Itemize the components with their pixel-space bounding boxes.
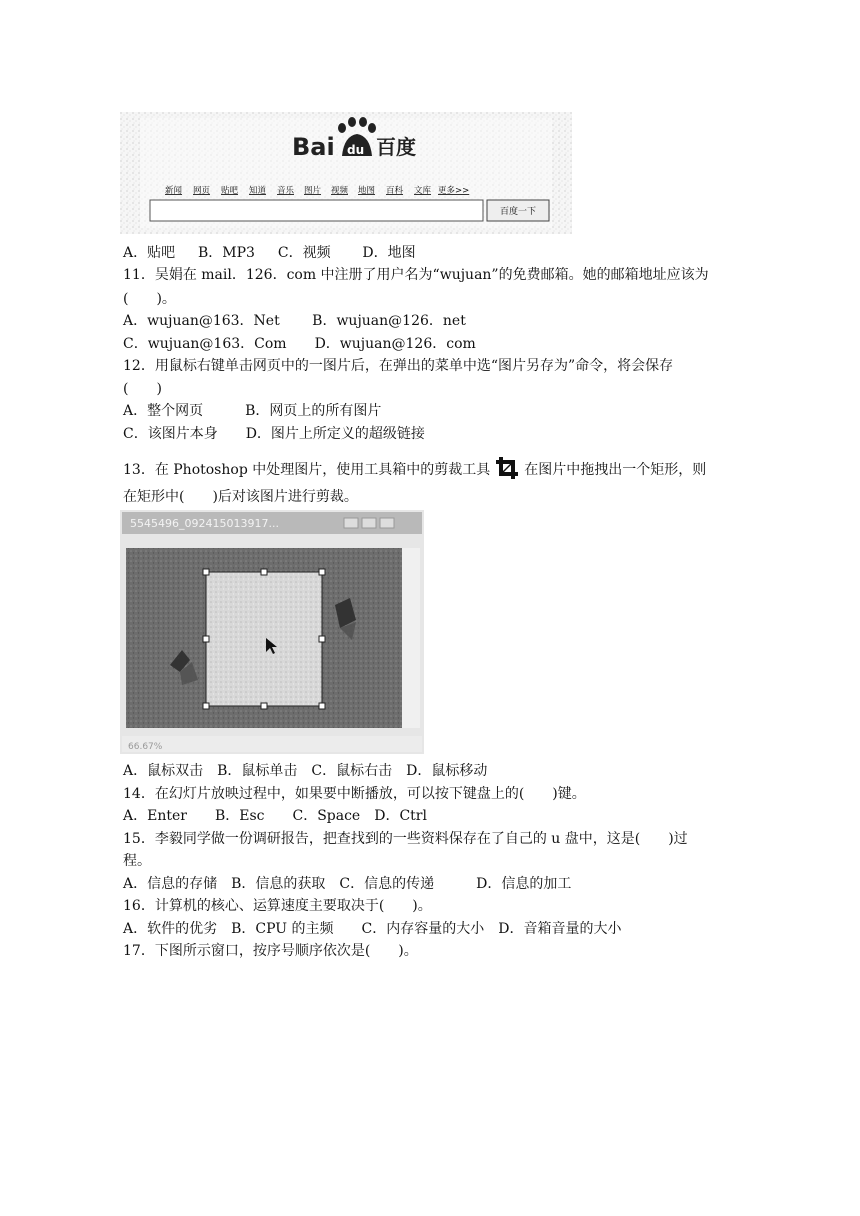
q12-stem-line2: ( ) [123,381,162,397]
q11-options-ab: A．wujuan@163．Net B．wujuan@126．net [123,313,466,329]
q11-stem-line2: ( )。 [123,291,176,307]
crop-tool-icon [494,455,520,481]
baidu-homepage-image [120,112,572,234]
q16-stem: 16．计算机的核心、运算速度主要取决于( )。 [123,898,432,914]
q15-options: A．信息的存储 B．信息的获取 C．信息的传递 D．信息的加工 [123,876,572,892]
photoshop-crop-image [120,510,424,754]
q14-stem: 14．在幻灯片放映过程中，如果要中断播放，可以按下键盘上的( )键。 [123,786,586,802]
baidu-nav-music: 音乐 [277,186,295,196]
q12-options-ab: A．整个网页 B．网页上的所有图片 [123,403,382,419]
baidu-logo-du: du [347,143,365,157]
baidu-nav-map: 地图 [358,186,376,196]
ps-minimize-button [344,518,358,528]
baidu-search-input [150,200,483,221]
ps-maximize-button [362,518,376,528]
q15-stem-line1: 15．李毅同学做一份调研报告，把查找到的一些资料保存在了自己的 u 盘中，这是( )过 [123,831,688,847]
q13-options: A．鼠标双击 B．鼠标单击 C．鼠标右击 D．鼠标移动 [123,763,488,779]
q12-stem-line1: 12．用鼠标右键单击网页中的一图片后，在弹出的菜单中选“图片另存为”命令，将会保存 [123,358,674,374]
baidu-nav-video: 视频 [331,186,349,196]
baidu-nav-news: 新闻 [165,186,183,196]
baidu-logo-cn: 百度 [376,135,416,159]
baidu-nav-web: 网页 [193,186,211,196]
ps-close-button [380,518,394,528]
q11-stem-line1: 11．吴娟在 mail．126．com 中注册了用户名为“wujuan”的免费邮箱。她的邮箱地址应该为 [123,267,709,283]
q13-stem-part2: 在图片中拖拽出一个矩形，则 [524,462,707,478]
q13-stem-line2: 在矩形中( )后对该图片进行剪裁。 [123,489,358,505]
q16-options: A．软件的优劣 B．CPU 的主频 C．内存容量的大小 D．音箱音量的大小 [123,921,622,937]
q10-options: A．贴吧 B．MP3 C．视频 D．地图 [123,245,416,261]
baidu-nav-zhidao: 知道 [249,186,267,196]
ps-window-title: 5545496_092415013917... [130,517,279,530]
baidu-logo-bai: Bai [292,133,335,161]
q11-options-cd: C．wujuan@163．Com D．wujuan@126．com [123,336,476,352]
q14-options: A．Enter B．Esc C．Space D．Ctrl [123,808,427,824]
q17-stem: 17．下图所示窗口，按序号顺序依次是( )。 [123,943,418,959]
baidu-nav-wenku: 文库 [414,186,432,196]
baidu-search-button-label: 百度一下 [499,207,537,217]
q12-options-cd: C．该图片本身 D．图片上所定义的超级链接 [123,426,425,442]
baidu-nav-tieba: 贴吧 [221,186,239,196]
baidu-nav-more: 更多>> [438,186,470,196]
baidu-nav-baike: 百科 [386,186,404,196]
q13-stem-line1 [123,457,706,483]
q15-stem-line2: 程。 [123,853,151,869]
q13-stem-part1: 13．在 Photoshop 中处理图片，使用工具箱中的剪裁工具 [123,462,491,478]
baidu-nav-image: 图片 [304,186,322,196]
ps-zoom-level: 66.67% [128,742,163,752]
